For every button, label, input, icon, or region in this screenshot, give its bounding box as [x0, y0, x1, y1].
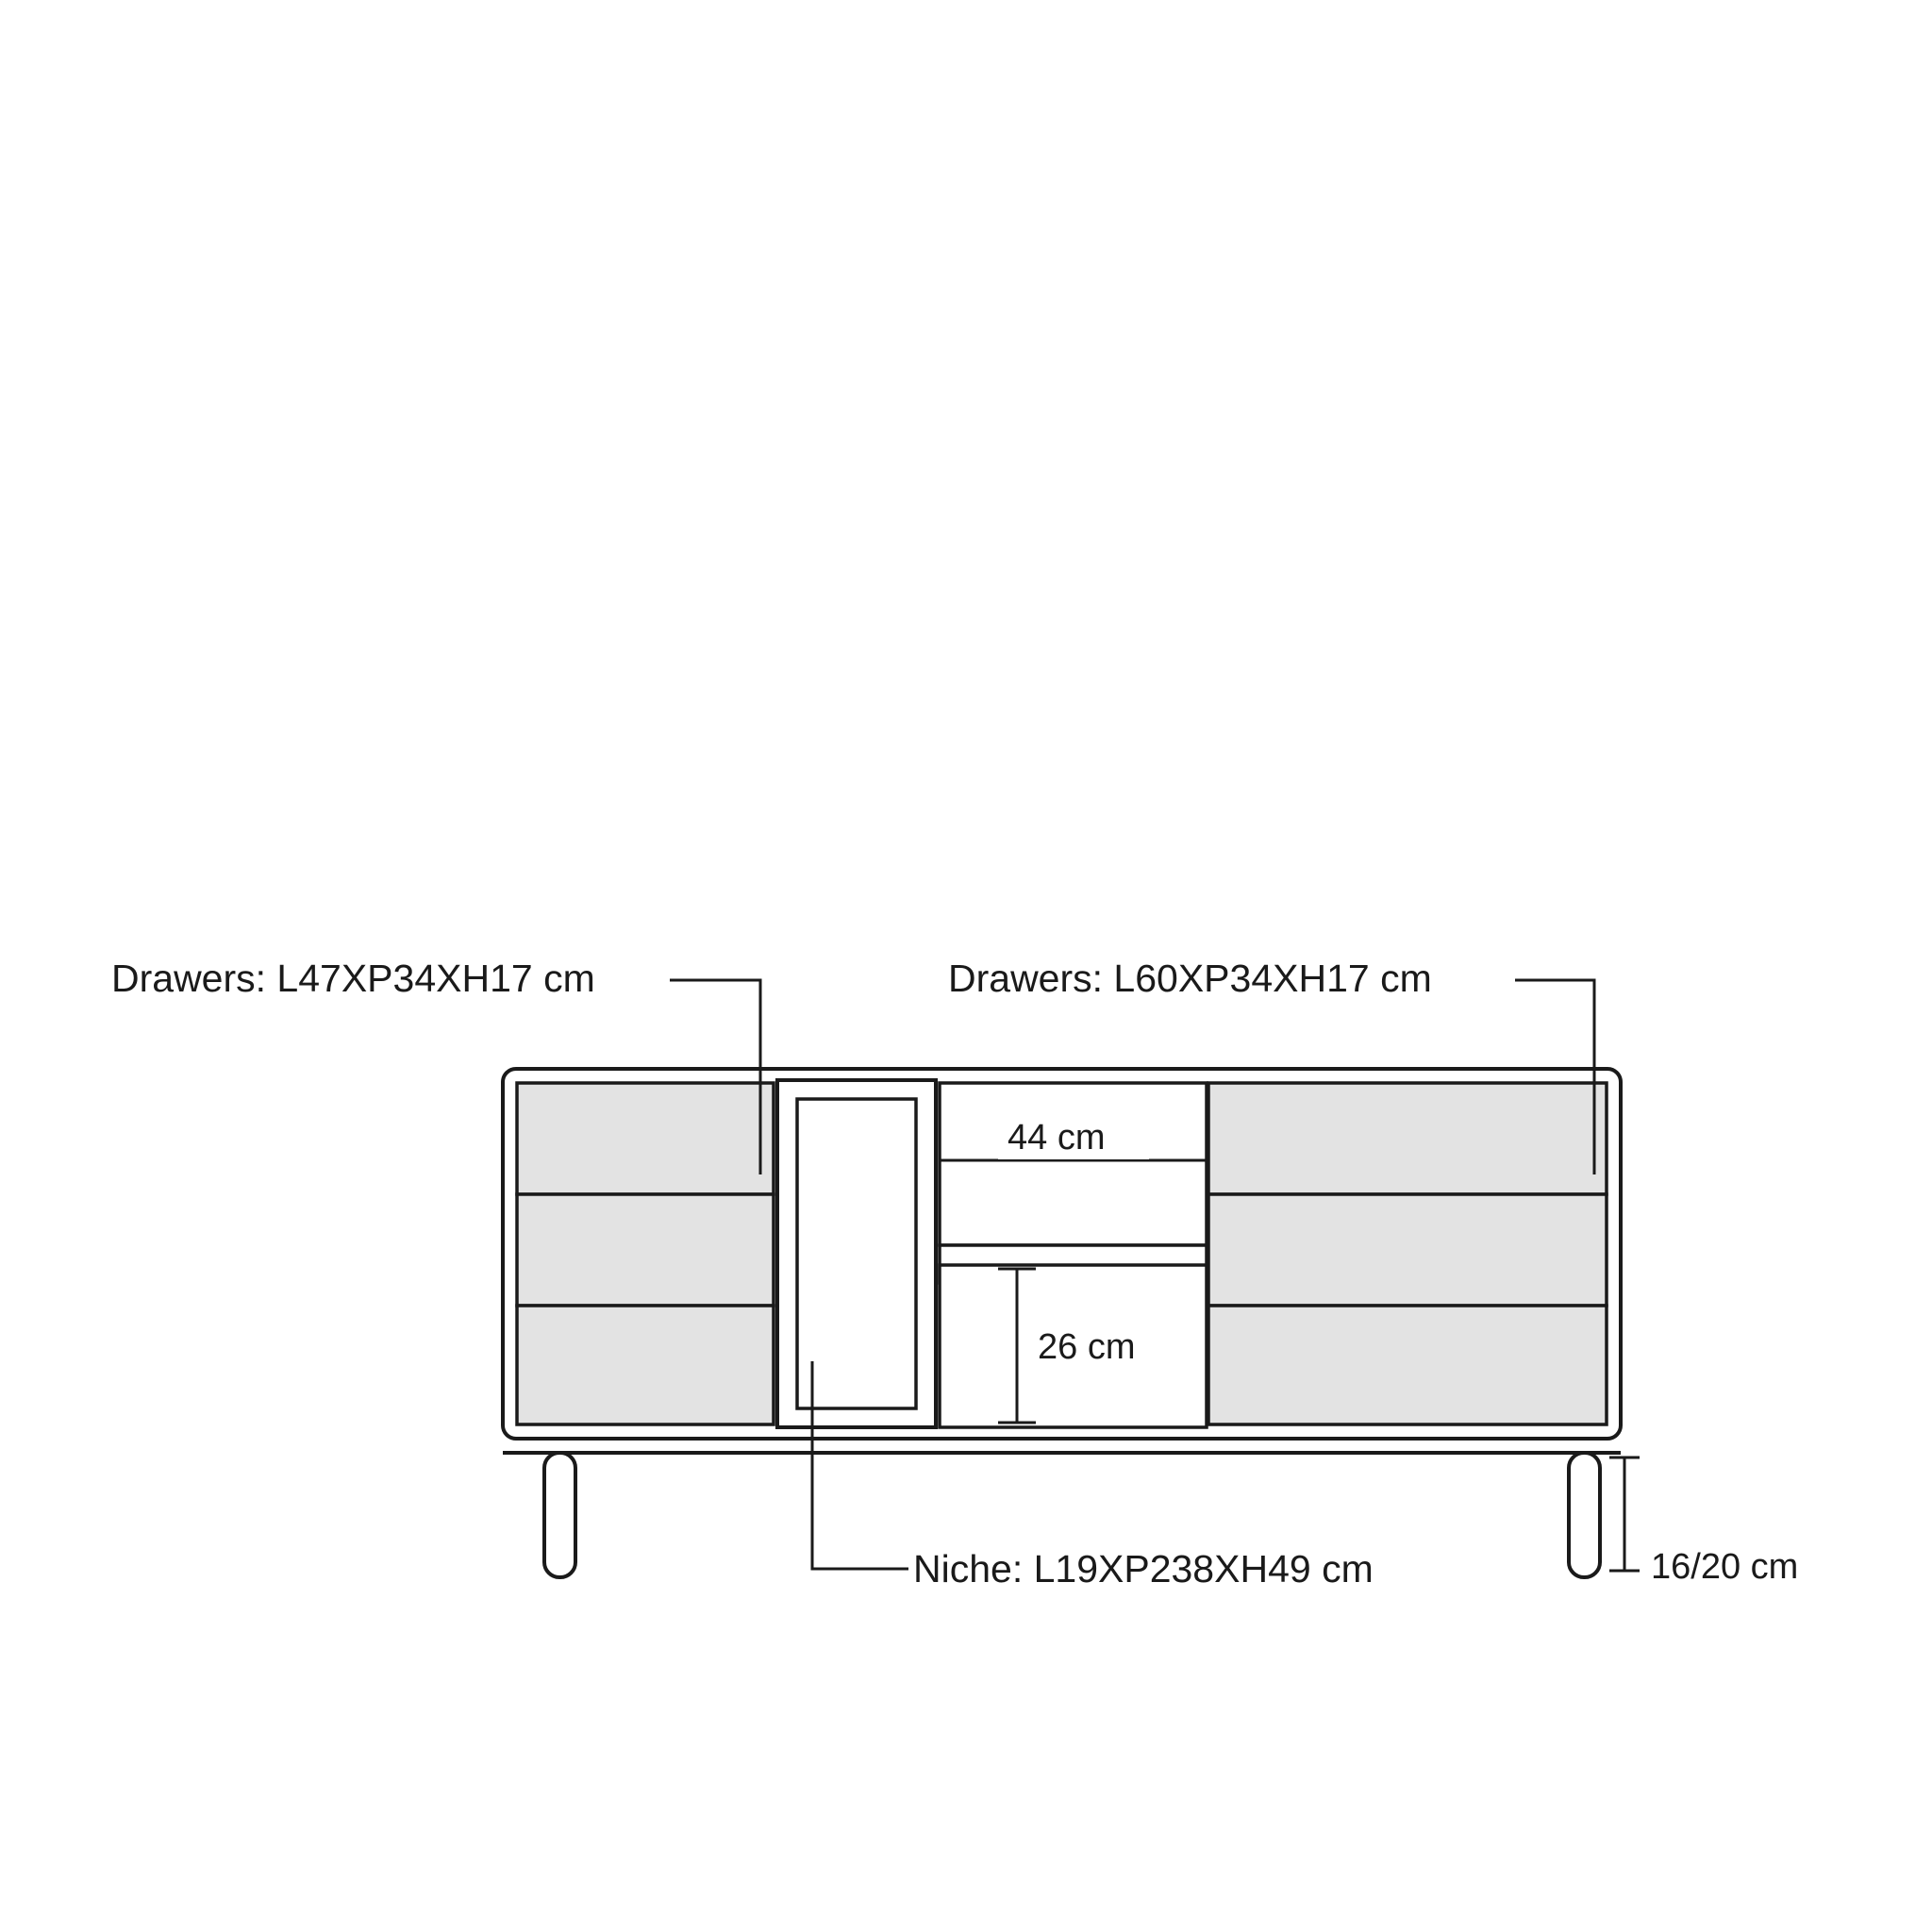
right-drawer-stack: [1208, 1083, 1607, 1424]
central-niche: [777, 1080, 936, 1427]
right-drawer-3[interactable]: [1208, 1306, 1607, 1424]
label-26cm: 26 cm: [1038, 1327, 1136, 1367]
label-drawers-left: Drawers: L47XP34XH17 cm: [111, 957, 595, 1000]
open-shelf-top[interactable]: [940, 1083, 1207, 1245]
dimension-leg-height: [1609, 1457, 1640, 1571]
label-drawers-right: Drawers: L60XP34XH17 cm: [948, 957, 1432, 1000]
left-drawer-stack: [517, 1083, 774, 1424]
label-44cm: 44 cm: [1008, 1118, 1106, 1158]
niche-inner: [797, 1099, 916, 1408]
left-drawer-3[interactable]: [517, 1306, 774, 1424]
left-drawer-1[interactable]: [517, 1083, 774, 1194]
right-drawer-1[interactable]: [1208, 1083, 1607, 1194]
leg-right: [1569, 1453, 1600, 1577]
label-leg-height: 16/20 cm: [1651, 1547, 1799, 1587]
leg-left: [544, 1453, 575, 1577]
label-niche: Niche: L19XP238XH49 cm: [913, 1547, 1374, 1591]
right-drawer-2[interactable]: [1208, 1194, 1607, 1306]
left-drawer-2[interactable]: [517, 1194, 774, 1306]
